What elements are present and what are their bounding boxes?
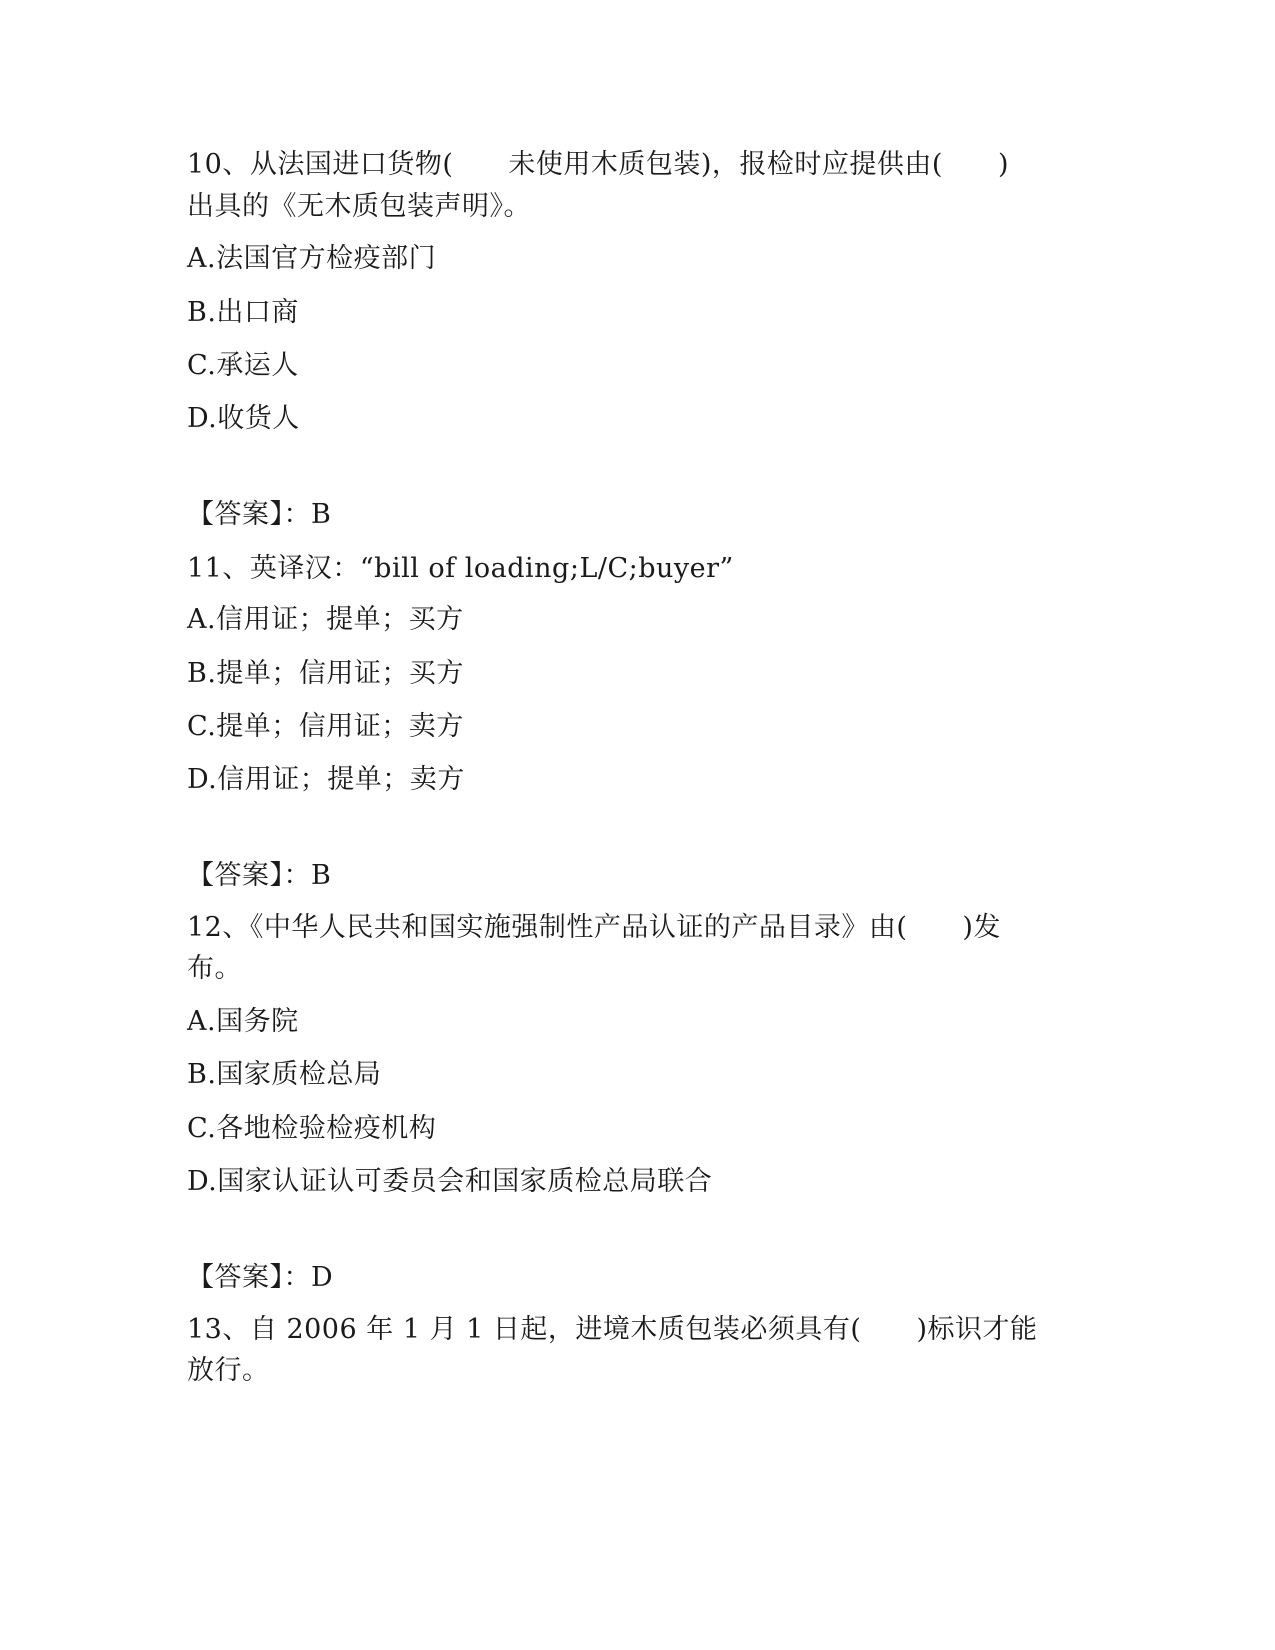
question-10-option-b: B.出口商: [187, 297, 299, 328]
question-12-option-c: C.各地检验检疫机构: [187, 1113, 437, 1144]
question-10-stem-line-2: 出具的《无木质包装声明》。: [187, 191, 531, 222]
question-10-option-d: D.收货人: [187, 403, 300, 434]
question-12-option-d: D.国家认证认可委员会和国家质检总局联合: [187, 1166, 713, 1197]
question-12-option-a: A.国务院: [187, 1006, 299, 1037]
question-11-option-c: C.提单；信用证；卖方: [187, 711, 464, 742]
question-10-option-c: C.承运人: [187, 350, 299, 381]
question-11-option-a: A.信用证；提单；买方: [187, 604, 464, 635]
question-11-option-d: D.信用证；提单；卖方: [187, 764, 465, 795]
question-10-stem-line-1: 10、从法国进口货物( 未使用木质包装)，报检时应提供由( ): [187, 149, 1009, 180]
question-11-stem-line-1: 11、英译汉：“bill of loading;L/C;buyer”: [187, 553, 734, 584]
question-13-stem-line-2: 放行。: [187, 1355, 270, 1386]
question-11-answer: 【答案】：B: [187, 860, 332, 891]
question-12-option-b: B.国家质检总局: [187, 1059, 382, 1090]
question-12-answer: 【答案】：D: [187, 1262, 334, 1293]
question-10-option-a: A.法国官方检疫部门: [187, 243, 437, 274]
question-13-stem-line-1: 13、自 2006 年 1 月 1 日起，进境木质包装必须具有( )标识才能: [187, 1314, 1038, 1345]
question-12-stem-line-1: 12、《中华人民共和国实施强制性产品认证的产品目录》由( )发: [187, 912, 1001, 943]
question-12-stem-line-2: 布。: [187, 953, 242, 984]
question-11-option-b: B.提单；信用证；买方: [187, 658, 464, 689]
question-10-answer: 【答案】：B: [187, 499, 332, 530]
